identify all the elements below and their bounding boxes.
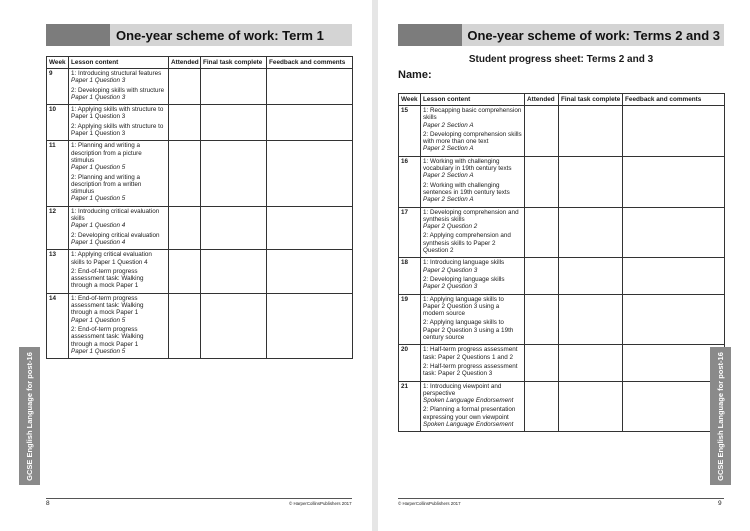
- lesson-entry: [423, 276, 522, 291]
- lesson-content-cell: [69, 141, 169, 206]
- attended-cell[interactable]: [525, 294, 559, 345]
- lesson-content-cell: [69, 105, 169, 141]
- week-number: 11: [47, 141, 69, 206]
- table-row: [399, 207, 725, 258]
- lesson-reference: Paper 1 Question 4: [71, 222, 126, 230]
- lesson-content-cell: [421, 381, 525, 432]
- feedback-cell[interactable]: [623, 258, 725, 294]
- week-number: 12: [47, 206, 69, 249]
- table-row: [399, 156, 725, 207]
- final-task-cell[interactable]: [201, 250, 267, 293]
- lesson-entry: [71, 232, 166, 247]
- lesson-entry: [71, 70, 166, 85]
- lesson-entry: [423, 319, 522, 341]
- feedback-cell[interactable]: [623, 294, 725, 345]
- final-task-cell[interactable]: [201, 141, 267, 206]
- final-task-cell[interactable]: [559, 106, 623, 157]
- lesson-reference: Paper 2 Question 3: [423, 266, 478, 274]
- week-number: 20: [399, 345, 421, 381]
- attended-cell[interactable]: [169, 293, 201, 358]
- col-feedback: Feedback and comments: [623, 94, 725, 106]
- lesson-entry: [423, 406, 522, 428]
- feedback-cell[interactable]: [267, 206, 353, 249]
- table-body: [47, 69, 353, 359]
- lesson-entry: [71, 142, 166, 171]
- page-number: 9: [718, 500, 722, 507]
- lesson-reference: Paper 2 Section A: [423, 172, 474, 180]
- lesson-content-cell: [69, 293, 169, 358]
- lesson-content-cell: [421, 294, 525, 345]
- table-row: [47, 206, 353, 249]
- lesson-content-cell: [421, 345, 525, 381]
- feedback-cell[interactable]: [267, 105, 353, 141]
- table-row: [47, 250, 353, 293]
- lesson-text: 1: End-of-term progress assessment task: Walking through a mock Paper 1: [71, 294, 144, 317]
- table-row: [399, 345, 725, 381]
- final-task-cell[interactable]: [559, 294, 623, 345]
- left-page: [0, 0, 372, 531]
- col-attended: Attended: [525, 94, 559, 106]
- side-tab: [19, 347, 40, 485]
- lesson-text: 2: Planning and writing a description from a written stimulus: [71, 173, 142, 196]
- week-number: 10: [47, 105, 69, 141]
- lesson-content-cell: [69, 69, 169, 105]
- lesson-text: 1: Introducing critical evaluation skills: [71, 207, 160, 223]
- lesson-entry: [71, 251, 166, 266]
- col-attended: Attended: [169, 57, 201, 69]
- lesson-text: 1: Recapping basic comprehension skills: [423, 107, 522, 122]
- page-number: 8: [46, 500, 50, 507]
- week-number: 13: [47, 250, 69, 293]
- lesson-reference: Paper 1 Question 4: [71, 238, 126, 246]
- week-number: 14: [47, 293, 69, 358]
- week-number: 21: [399, 381, 421, 432]
- lesson-text: 2: Applying comprehension and synthesis skills to Paper 2 Question 2: [423, 232, 511, 255]
- lesson-reference: Paper 1 Question 5: [71, 316, 126, 324]
- lesson-text: 2: Half-term progress assessment task: Paper 2 Question 3: [423, 362, 518, 378]
- col-lesson-content: Lesson content: [421, 94, 525, 106]
- final-task-cell[interactable]: [201, 206, 267, 249]
- lesson-text: 2: Working with challenging sentences in 19th century texts: [423, 181, 510, 196]
- col-final-task-complete: Final task complete: [201, 57, 267, 69]
- lesson-entry: [423, 209, 522, 231]
- lesson-content-cell: [69, 206, 169, 249]
- side-tab-label: GCSE English Language for post-16: [716, 351, 726, 481]
- week-number: 19: [399, 294, 421, 345]
- lesson-content-cell: [69, 250, 169, 293]
- table-row: [47, 141, 353, 206]
- table-row: [399, 294, 725, 345]
- lesson-content-cell: [421, 207, 525, 258]
- lesson-entry: [71, 326, 166, 355]
- col-lesson-content: Lesson content: [69, 57, 169, 69]
- final-task-cell[interactable]: [559, 207, 623, 258]
- lesson-reference: Paper 2 Question 3: [423, 283, 478, 291]
- lesson-text: 1: Introducing language skills: [423, 259, 505, 267]
- name-label: Name:: [398, 69, 432, 81]
- table-row: [399, 106, 725, 157]
- lesson-reference: Paper 1 Question 3: [71, 93, 126, 101]
- week-number: 17: [399, 207, 421, 258]
- lesson-reference: Spoken Language Endorsement: [423, 397, 514, 405]
- lesson-entry: [423, 383, 522, 405]
- week-number: 15: [399, 106, 421, 157]
- week-number: 16: [399, 156, 421, 207]
- col-final-task-complete: Final task complete: [559, 94, 623, 106]
- lesson-reference: Paper 1 Question 5: [71, 347, 126, 355]
- page-title: One-year scheme of work: Terms 2 and 3: [462, 24, 724, 46]
- table-row: [47, 293, 353, 358]
- table-header-row: [399, 94, 725, 106]
- footer-divider: [46, 498, 352, 499]
- side-tab-label: GCSE English Language for post-16: [25, 351, 35, 481]
- progress-sheet-subtitle: Student progress sheet: Terms 2 and 3: [468, 54, 654, 65]
- feedback-cell[interactable]: [623, 207, 725, 258]
- page-title: One-year scheme of work: Term 1: [110, 24, 352, 46]
- final-task-cell[interactable]: [559, 381, 623, 432]
- title-bar-accent: [398, 24, 462, 46]
- lesson-reference: Paper 2 Section A: [423, 121, 474, 129]
- right-title-bar: [398, 24, 724, 46]
- lesson-entry: [423, 232, 522, 254]
- lesson-entry: [423, 182, 522, 204]
- side-tab: [710, 347, 731, 485]
- feedback-cell[interactable]: [623, 106, 725, 157]
- week-number: 18: [399, 258, 421, 294]
- lesson-entry: [423, 296, 522, 318]
- week-number: 9: [47, 69, 69, 105]
- feedback-cell[interactable]: [623, 156, 725, 207]
- lesson-reference: Paper 2 Question 2: [423, 223, 478, 231]
- footer-divider: [398, 498, 724, 499]
- feedback-cell[interactable]: [267, 141, 353, 206]
- lesson-content-cell: [421, 106, 525, 157]
- attended-cell[interactable]: [169, 206, 201, 249]
- lesson-entry: [71, 123, 166, 138]
- attended-cell[interactable]: [169, 69, 201, 105]
- lesson-text: 2: Developing skills with structure: [71, 86, 165, 94]
- table-row: [399, 381, 725, 432]
- final-task-cell[interactable]: [559, 345, 623, 381]
- lesson-entry: [423, 363, 522, 378]
- lesson-text: 1: Applying critical evaluation skills to Paper 1 Question 4: [71, 251, 152, 266]
- scheme-table-terms-2-3: [398, 93, 725, 432]
- feedback-cell[interactable]: [267, 293, 353, 358]
- attended-cell[interactable]: [525, 106, 559, 157]
- copyright-notice: © HarperCollinsPublishers 2017: [289, 501, 352, 506]
- lesson-text: 1: Planning and writing a description from a picture stimulus: [71, 142, 142, 164]
- lesson-text: 2: End-of-term progress assessment task: Walking through a mock Paper 1: [71, 325, 144, 348]
- final-task-cell[interactable]: [201, 293, 267, 358]
- lesson-reference: Paper 2 Section A: [423, 196, 474, 204]
- lesson-reference: Paper 1 Question 5: [71, 195, 126, 203]
- lesson-entry: [423, 131, 522, 153]
- left-title-bar: [46, 24, 352, 46]
- lesson-entry: [423, 346, 522, 361]
- final-task-cell[interactable]: [201, 69, 267, 105]
- lesson-entry: [423, 259, 522, 274]
- lesson-entry: [423, 158, 522, 180]
- right-page: [378, 0, 750, 531]
- lesson-reference: Paper 1 Question 5: [71, 164, 126, 172]
- attended-cell[interactable]: [169, 141, 201, 206]
- lesson-entry: [71, 208, 166, 230]
- col-feedback: Feedback and comments: [267, 57, 353, 69]
- lesson-entry: [423, 107, 522, 129]
- attended-cell[interactable]: [169, 105, 201, 141]
- lesson-text: 1: Developing comprehension and synthesis skills: [423, 208, 519, 223]
- lesson-entry: [71, 268, 166, 290]
- final-task-cell[interactable]: [201, 105, 267, 141]
- lesson-text: 1: Working with challenging vocabulary in 19th century texts: [423, 157, 512, 173]
- table-row: [47, 69, 353, 105]
- lesson-text: 1: Introducing structural features: [71, 70, 162, 77]
- lesson-entry: [71, 106, 166, 121]
- attended-cell[interactable]: [525, 345, 559, 381]
- col-week: Week: [47, 57, 69, 69]
- lesson-text: 2: Developing critical evaluation: [71, 231, 160, 239]
- lesson-text: 1: Applying language skills to Paper 2 Question 3 using a modern source: [423, 295, 504, 318]
- final-task-cell[interactable]: [559, 258, 623, 294]
- lesson-reference: Paper 2 Section A: [423, 145, 474, 153]
- feedback-cell[interactable]: [267, 250, 353, 293]
- lesson-entry: [71, 174, 166, 203]
- col-week: Week: [399, 94, 421, 106]
- lesson-content-cell: [421, 258, 525, 294]
- scheme-table-term-1: [46, 56, 353, 359]
- lesson-text: 2: Applying language skills to Paper 2 Question 3 using a 19th century source: [423, 319, 514, 342]
- attended-cell[interactable]: [525, 156, 559, 207]
- lesson-reference: Spoken Language Endorsement: [423, 420, 514, 428]
- lesson-text: 2: Applying skills with structure to Paper 1 Question 3: [71, 122, 164, 138]
- lesson-text: 1: Half-term progress assessment task: Paper 2 Questions 1 and 2: [423, 346, 518, 361]
- lesson-text: 2: End-of-term progress assessment task: Walking through a mock Paper 1: [71, 267, 144, 290]
- table-body: [399, 106, 725, 432]
- attended-cell[interactable]: [169, 250, 201, 293]
- final-task-cell[interactable]: [559, 156, 623, 207]
- table-row: [47, 105, 353, 141]
- table-row: [399, 258, 725, 294]
- lesson-text: 1: Introducing viewpoint and perspective: [423, 382, 502, 397]
- lesson-text: 1: Applying skills with structure to Paper 1 Question 3: [71, 106, 164, 121]
- lesson-reference: Paper 1 Question 3: [71, 77, 126, 85]
- attended-cell[interactable]: [525, 258, 559, 294]
- title-bar-accent: [46, 24, 110, 46]
- attended-cell[interactable]: [525, 381, 559, 432]
- lesson-text: 2: Developing comprehension skills with more than one text: [423, 130, 522, 146]
- lesson-entry: [71, 295, 166, 324]
- lesson-text: 2: Planning a formal presentation expressing your own viewpoint: [423, 406, 516, 421]
- lesson-entry: [71, 87, 166, 102]
- feedback-cell[interactable]: [267, 69, 353, 105]
- attended-cell[interactable]: [525, 207, 559, 258]
- lesson-content-cell: [421, 156, 525, 207]
- copyright-notice: © HarperCollinsPublishers 2017: [398, 501, 461, 506]
- table-header-row: [47, 57, 353, 69]
- lesson-text: 2: Developing language skills: [423, 275, 505, 283]
